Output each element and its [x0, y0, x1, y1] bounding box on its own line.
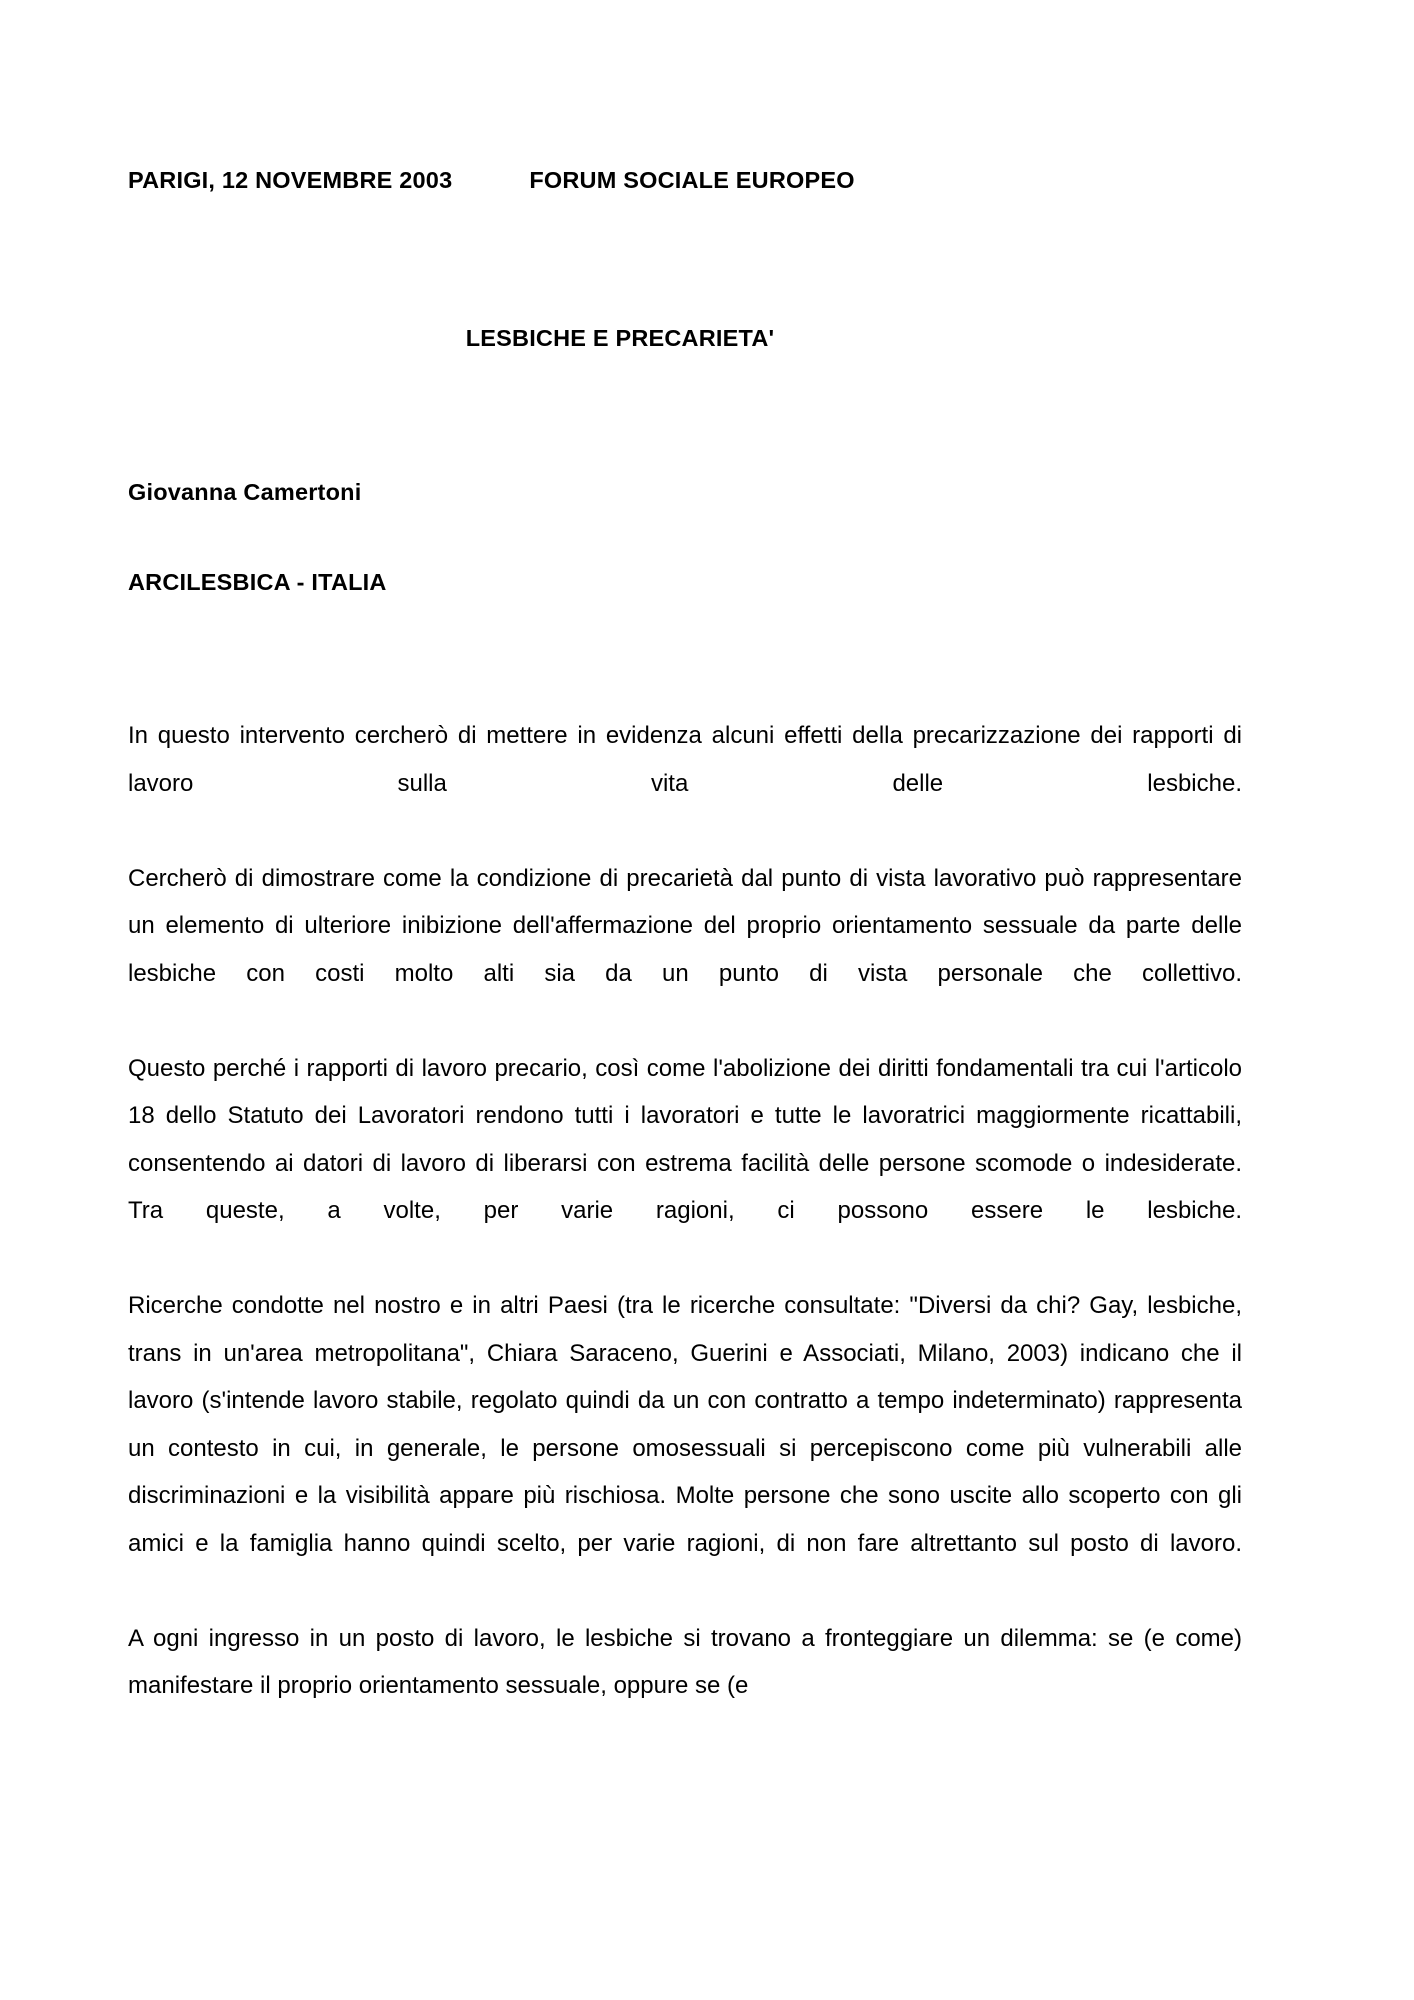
body-paragraph: Ricerche condotte nel nostro e in altri Paesi (tra le ricerche consultate: "Diversi da chi? Gay, lesbiche, trans in un'area metropolitana", Chiara Saraceno, Guerini e Associati, Milano, 2003) indicano che il lavoro (s'intende lavoro stabile, regolato quindi da un con contratto a tempo indeterminato) rappresenta un contesto in cui, in generale, le persone omosessuali si percepiscono come più vulnerabili alle discriminazioni e la visibilità appare più rischiosa. Molte persone che sono uscite allo scoperto con gli amici e la famiglia hanno quindi scelto, per varie ragioni, di non fare altrettanto sul posto di lavoro.: [128, 1292, 1242, 1557]
author-name: Giovanna Camertoni: [128, 479, 362, 505]
body-paragraph: In questo intervento cercherò di mettere in evidenza alcuni effetti della precarizzazione dei rapporti di lavoro sulla vita delle lesbiche.: [128, 722, 1242, 797]
body-paragraph: Questo perché i rapporti di lavoro precario, così come l'abolizione dei diritti fondamentali tra cui l'articolo 18 dello Statuto dei Lavoratori rendono tutti i lavoratori e tutte le lavoratrici maggiormente ricattabili, consentendo ai datori di lavoro di liberarsi con estrema facilità delle persone scomode o indesiderate. Tra queste, a volte, per varie ragioni, ci possono essere le lesbiche.: [128, 1054, 1242, 1224]
page-title: LESBICHE E PRECARIETA': [465, 325, 775, 351]
organization-name: ARCILESBICA - ITALIA: [128, 569, 387, 595]
body-paragraph: A ogni ingresso in un posto di lavoro, le lesbiche si trovano a fronteggiare un dilemma: se (e come) manifestare il proprio orientamento sessuale, oppure se (e: [128, 1624, 1242, 1699]
document-content: [128, 0, 1242, 1710]
header-date-location: PARIGI, 12 NOVEMBRE 2003: [128, 167, 453, 193]
byline-block: [128, 477, 1242, 597]
document-header: [128, 165, 1242, 195]
body-paragraph: Cercherò di dimostrare come la condizione di precarietà dal punto di vista lavorativo può rappresentare un elemento di ulteriore inibizione dell'affermazione del proprio orientamento sessuale da parte delle lesbiche con costi molto alti sia da un punto di vista personale che collettivo.: [128, 864, 1242, 987]
header-event-name: FORUM SOCIALE EUROPEO: [529, 167, 855, 193]
body-text: [128, 712, 1242, 1710]
